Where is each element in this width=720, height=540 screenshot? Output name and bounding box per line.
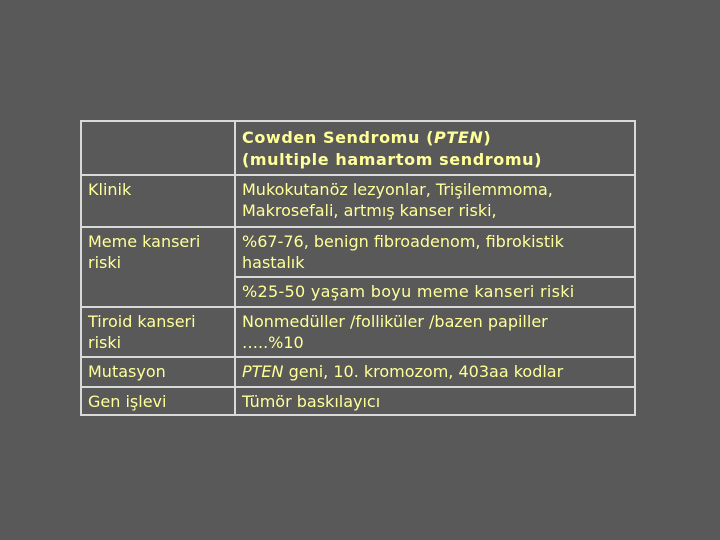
- row-value-tiroid-kanseri: Nonmedüller /folliküler /bazen papiller …..%10: [236, 308, 636, 358]
- header-empty-cell: [82, 122, 236, 176]
- row-label-tiroid-kanseri: Tiroid kanseri riski: [82, 308, 236, 358]
- row-label-klinik: Klinik: [82, 176, 236, 228]
- row-label-gen-islevi: Gen işlevi: [82, 388, 236, 416]
- row-label-meme-kanseri: Meme kanseri riski: [82, 228, 236, 308]
- header-title-line2: (multiple hamartom sendromu): [242, 150, 543, 169]
- gene-info-table: [80, 120, 636, 416]
- row-value-meme-kanseri: %67-76, benign fibroadenom, fibrokistik hastalık: [236, 228, 636, 278]
- header-title-line1: Cowden Sendromu (PTEN): [242, 128, 492, 147]
- row-value-meme-kanseri-2: %25-50 yaşam boyu meme kanseri riski: [236, 278, 636, 308]
- row-value-klinik: Mukokutanöz lezyonlar, Trişilemmoma, Makrosefali, artmış kanser riski,: [236, 176, 636, 228]
- row-label-mutasyon: Mutasyon: [82, 358, 236, 388]
- header-title-cell: [236, 122, 636, 176]
- row-value-mutasyon: PTEN geni, 10. kromozom, 403aa kodlar: [236, 358, 636, 388]
- row-value-gen-islevi: Tümör baskılayıcı: [236, 388, 636, 416]
